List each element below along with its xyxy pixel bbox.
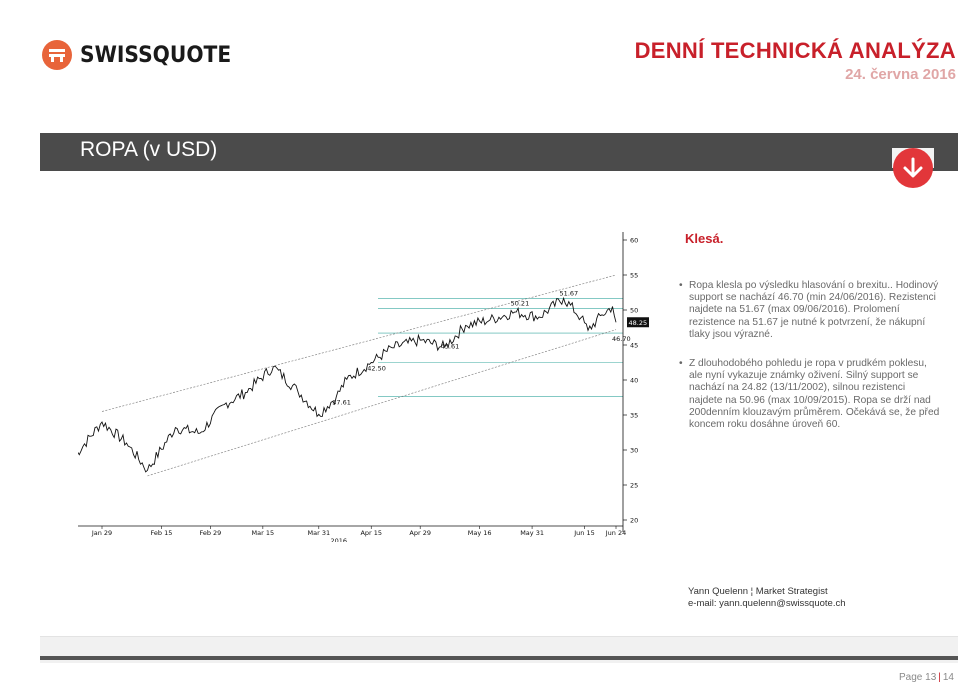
x-tick-label: Mar 31 [307,529,331,537]
y-tick-label: 35 [630,411,639,420]
price-annotation: 50.21 [510,299,530,308]
x-tick-label: Mar 15 [251,529,275,537]
x-tick-label: May 16 [467,529,492,537]
y-tick-label: 25 [630,481,639,490]
section-header-bar [40,133,958,171]
analysis-verdict: Klesá. [685,231,724,246]
y-tick-label: 20 [630,516,639,525]
direction-indicator [890,148,936,190]
price-annotation: 37.61 [332,398,351,407]
footer-divider [40,656,958,660]
x-tick-label: Jun 24 [605,529,627,537]
analysis-bullets [680,280,940,448]
last-price-label: 48.25 [628,318,648,327]
arrow-down-icon [893,148,933,188]
bullet-icon: • [679,358,683,370]
page-number: Page 13 | 14 [899,672,954,683]
price-line [78,298,616,472]
x-tick-label: May 31 [520,529,544,537]
price-annotation: 42.50 [367,364,386,373]
y-tick-label: 40 [630,376,639,385]
analysis-bullet: • Z dlouhodobého pohledu je ropa v prudkém poklesu, ale nyní vykazuje známky oživení. Silný support se nachází na 24.82 (13/11/2002), silnou rezistenci najdete na 50.96 (max 10/09/2015). Ropa se drží nad 200denním klouzavým průměrem. Očekává se, že před koncem roku dosáhne úroveň 60. [679,358,940,431]
trendline [102,275,616,412]
price-annotation: 51.67 [559,289,579,298]
x-tick-label: Apr 29 [409,529,431,537]
bullet-icon: • [679,280,683,291]
report-title: DENNÍ TECHNICKÁ ANALÝZA [634,38,956,63]
x-tick-label: Jan 29 [91,529,113,537]
report-date: 24. června 2016 [845,66,956,83]
y-tick-label: 50 [630,306,639,315]
x-tick-label: Feb 15 [150,529,173,537]
price-annotation: 45.61 [440,342,460,351]
y-tick-label: 30 [630,446,639,455]
swissquote-logo [42,40,244,70]
swissquote-logo-icon [42,40,72,70]
price-annotation: 46.70 [612,335,631,344]
author-name: Yann Quelenn ¦ Market Strategist [688,586,828,597]
y-tick-label: 55 [630,271,639,280]
x-tick-label: Feb 29 [199,529,222,537]
x-tick-label: Apr 15 [360,529,383,537]
author-email[interactable]: e-mail: yann.quelenn@swissquote.ch [688,598,846,609]
author-block [688,586,846,610]
oil-price-chart [78,222,658,542]
x-tick-label: Jun 15 [574,529,595,537]
year-label: 2016 [330,537,348,542]
section-title: ROPA (v USD) [80,138,218,161]
y-tick-label: 45 [630,341,639,350]
y-tick-label: 60 [630,236,639,245]
brand-name: SWISSQUOTE [80,42,232,68]
trendline [147,330,616,476]
analysis-bullet: • Ropa klesla po výsledku hlasování o brexitu.. Hodinový support se nachází 46.70 (min 24/06/2016). Rezistenci najdete na 51.67 (max 09/06/2016). Prolomení rezistence na 51.67 je nutné k potvrzení, že nákupní tlaky jsou výrazné. [679,280,939,340]
